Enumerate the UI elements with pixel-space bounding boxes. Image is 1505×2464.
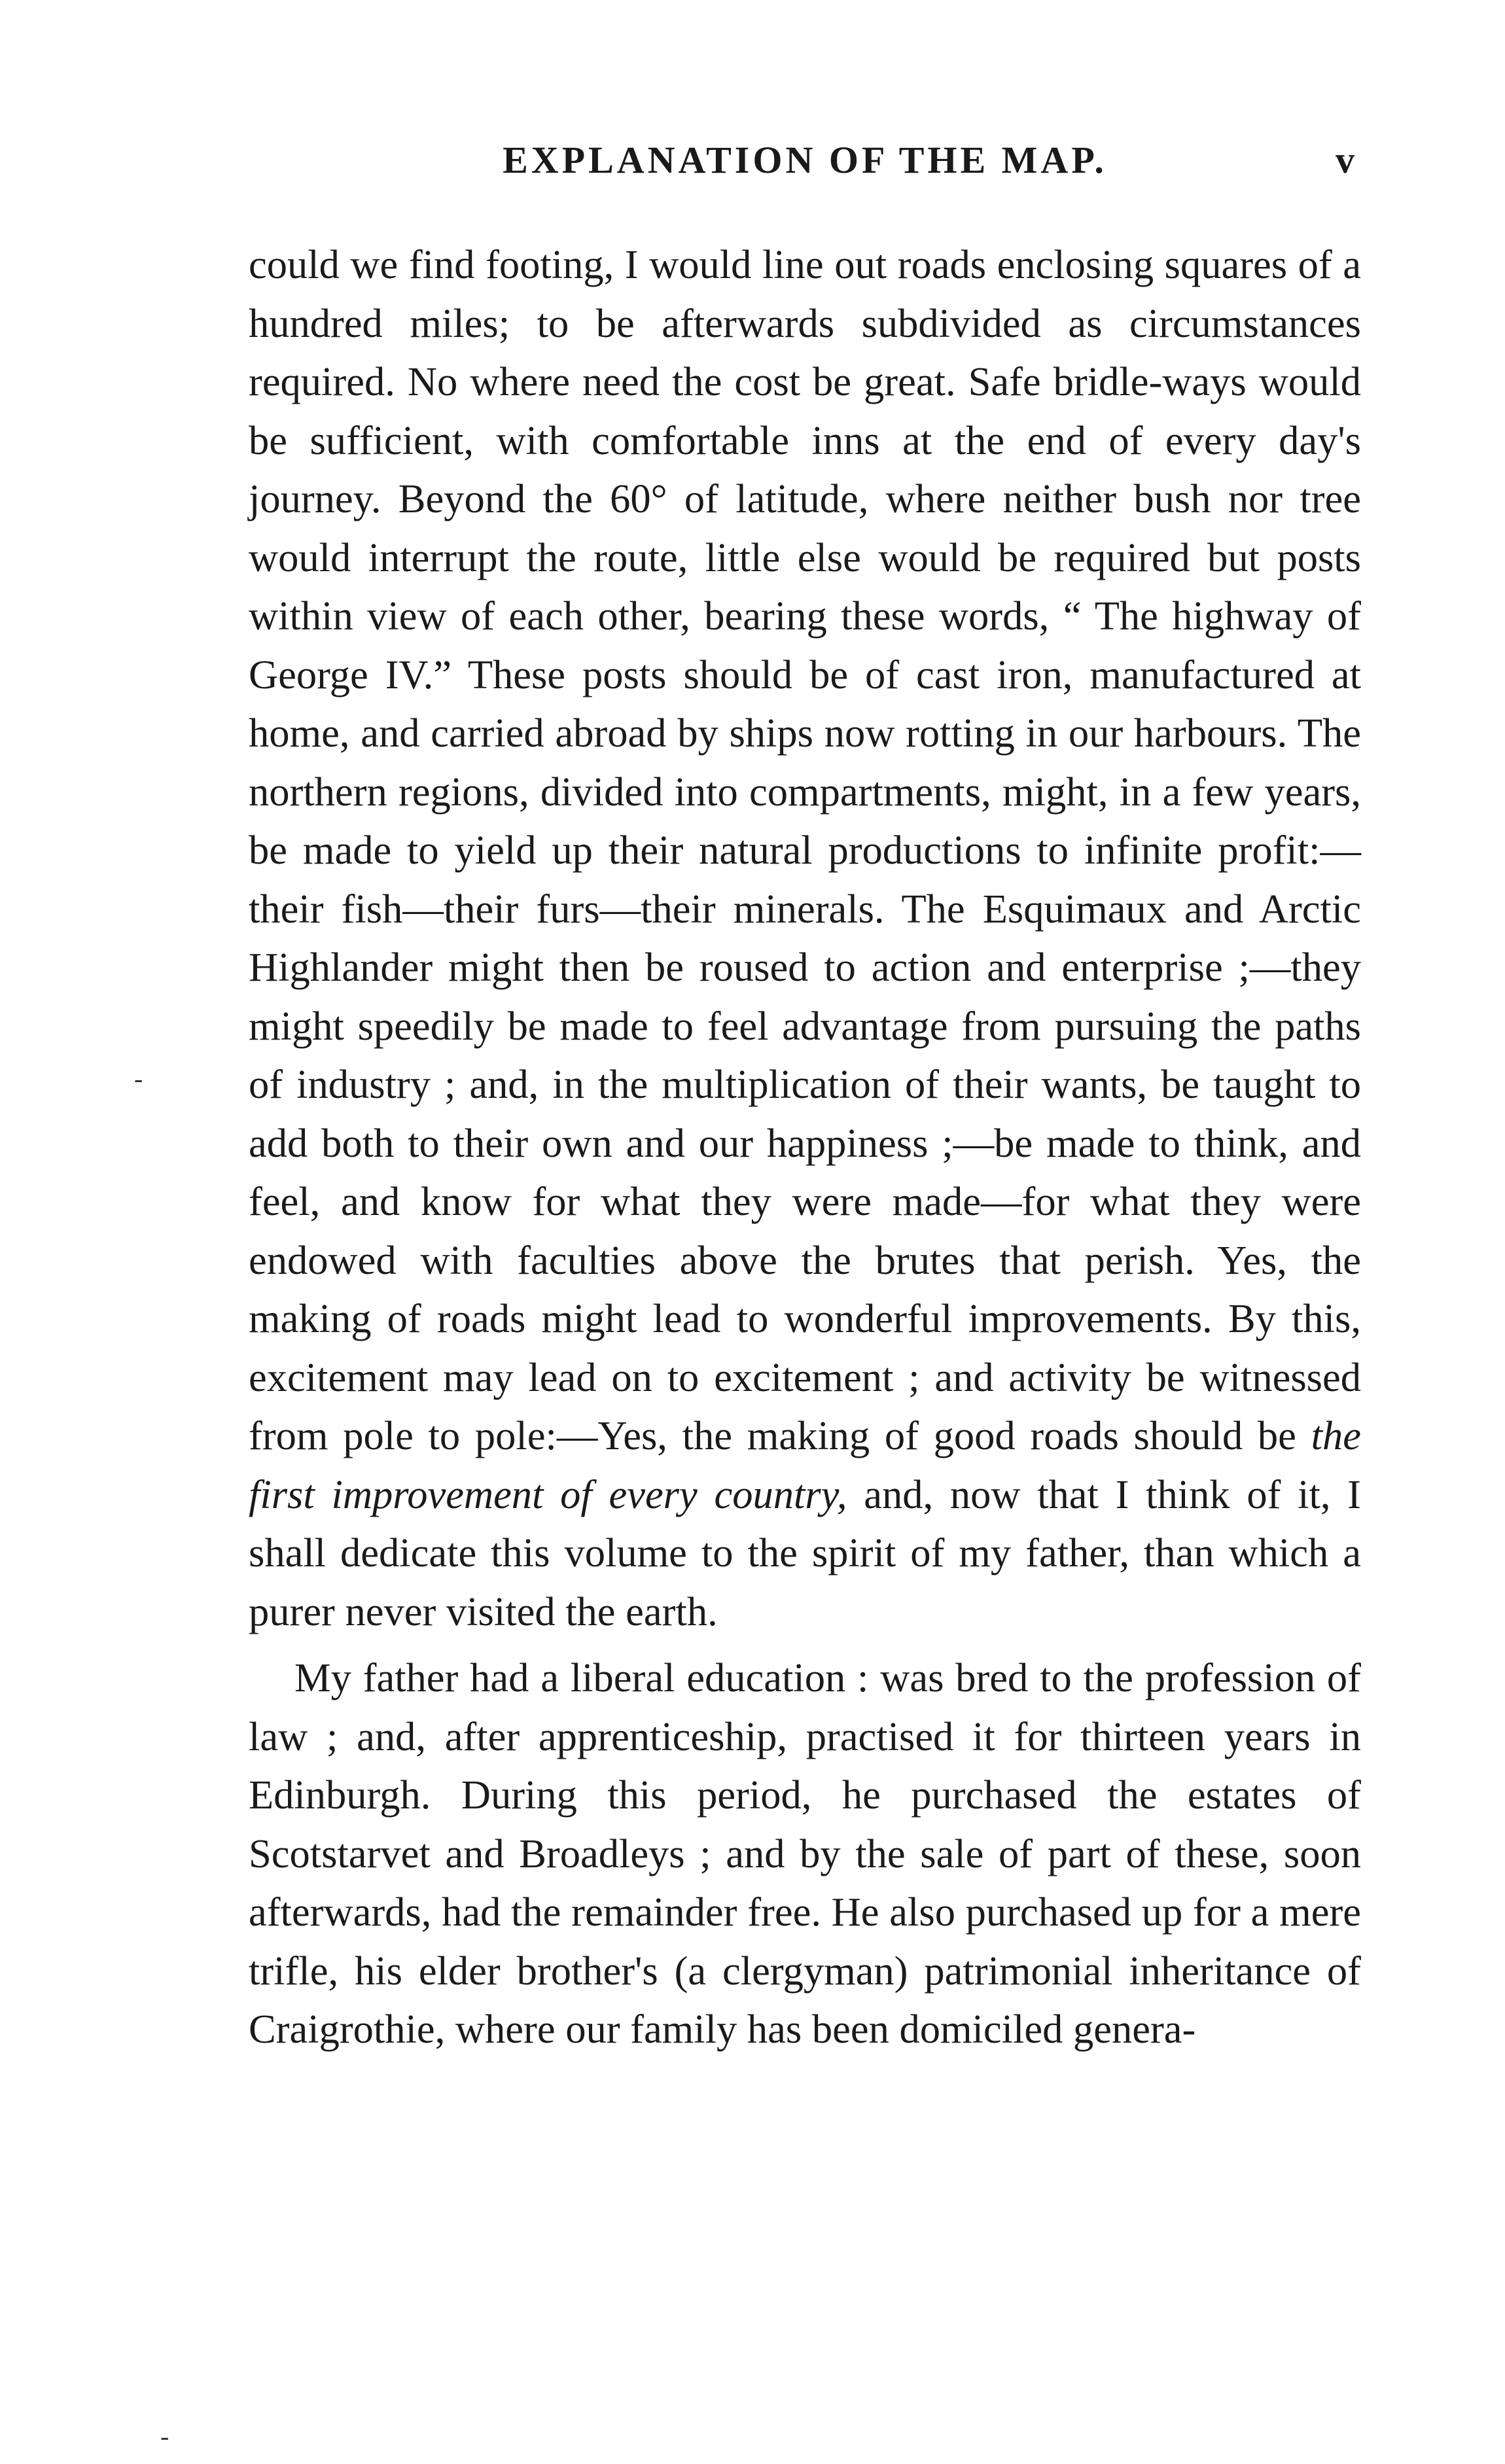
margin-mark: - [134,1064,143,1093]
running-head: EXPLANATION OF THE MAP. [503,139,1107,181]
paragraph-1 [249,236,1361,1641]
paragraph-1-text: could we find footing, I would line out roads enclosing squares of a hundred miles; to be afterwards subdivided as circumstances required. No where need the cost be great. Safe bridle-ways would be sufficient, with comfortable inns at the end of every day's journey. Beyond the 60° of latitude, where neither bush nor tree would interrupt the route, little else would be required but posts within view of each other, bearing these words, “ The highway of George IV.” These posts should be of cast iron, manufactured at home, and carried abroad by ships now rotting in our harbours. The northern regions, divided into compartments, might, in a few years, be made to yield up their natural productions to infinite profit:—their fish—their furs—their minerals. The Esquimaux and Arctic Highlander might then be roused to action and enterprise ;—they might speedily be made to feel advantage from pursuing the paths of industry ; and, in the multiplication of their wants, be taught to add both to their own and our happiness ;—be made to think, and feel, and know for what they were made—for what they were endowed with faculties above the brutes that perish. Yes, the making of roads might lead to wonderful improvements. By this, excitement may lead on to excitement ; and activity be witnessed from pole to pole:—Yes, the making of good roads should be [249,241,1361,1458]
paragraph-1-italic: the first improvement of every country, [249,1413,1361,1517]
body-text [249,236,1361,2059]
margin-mark-bottom: - [160,2421,169,2451]
paragraph-1-text-end: and, now that I think of it, I shall dedicate this volume to the spirit of my father, than which a purer never visited the earth. [249,1471,1361,1634]
page-header [249,134,1361,186]
paragraph-2: My father had a liberal education : was bred to the profession of law ; and, after apprenticeship, practised it for thirteen years in Edinburgh. During this period, he purchased the estates of Scotstarvet and Broadleys ; and by the sale of part of these, soon afterwards, had the remainder free. He also purchased up for a mere trifle, his elder brother's (a clergyman) patrimonial inheritance of Craigrothie, where our family has been domiciled genera- [249,1655,1361,2052]
page-number: v [1336,139,1354,181]
